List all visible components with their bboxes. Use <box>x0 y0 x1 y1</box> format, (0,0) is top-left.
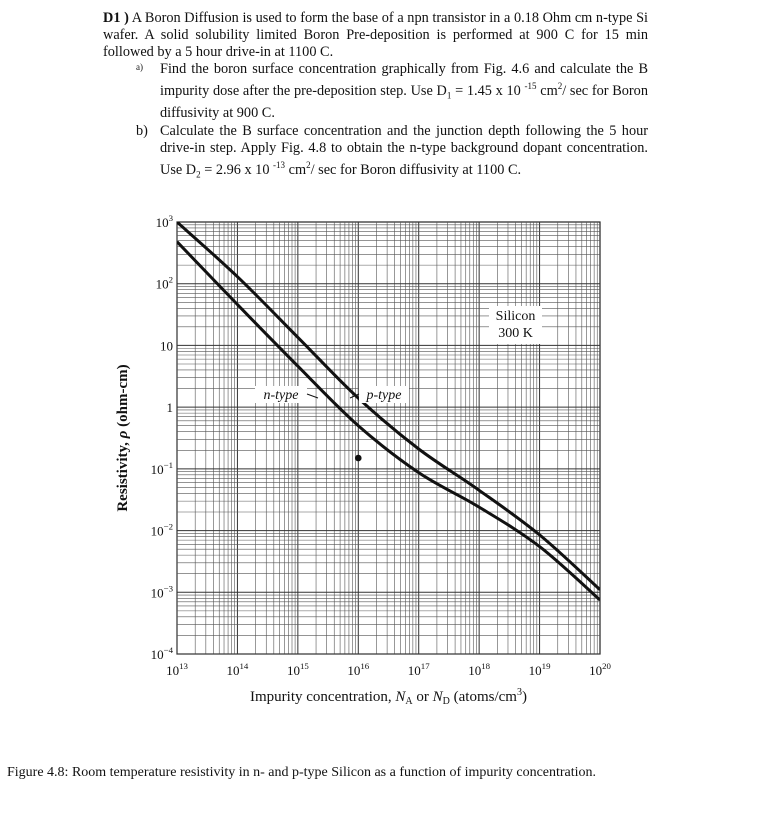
silicon-annotation <box>489 306 542 344</box>
part-a-units: cm <box>536 82 558 99</box>
part-a-text: Find the boron surface concentration graphically from Fig. 4.6 and calculate the B impurity dose after the pre-deposition step. Use D <box>160 61 648 99</box>
svg-text:Silicon: Silicon <box>495 309 536 324</box>
chart-grid <box>177 222 600 654</box>
y-tick-label: $10^2$ <box>155 274 173 292</box>
part-a-value: = 1.45 x 10 <box>451 82 525 99</box>
x-tick-label: $10^{14}$ <box>226 661 249 678</box>
part-b-exp: -13 <box>273 159 286 170</box>
part-a-units-exp: 2 <box>557 81 563 91</box>
part-a-label: a) <box>136 62 143 72</box>
x-tick-label: $10^{16}$ <box>347 661 370 678</box>
y-tick-label: $10^{-1}$ <box>150 459 173 477</box>
x-tick-label: $10^{17}$ <box>407 661 430 678</box>
y-tick-label: 1 <box>166 400 173 416</box>
x-tick-label: $10^{20}$ <box>589 661 611 678</box>
y-tick-label: $10^{-4}$ <box>150 645 173 662</box>
part-b-units-exp: 2 <box>306 159 311 170</box>
svg-text:n-type: n-type <box>263 388 299 403</box>
part-b-units: cm <box>285 161 307 178</box>
x-tick-label: $10^{15}$ <box>286 661 309 678</box>
y-axis-label: Resistivity, ρ (ohm-cm) <box>115 364 131 512</box>
part-a-units-b: / sec for Boron diffusivity at 900 C. <box>160 82 648 121</box>
question-id: D1 ) <box>103 10 129 26</box>
x-tick-label: $10^{18}$ <box>468 661 491 678</box>
x-axis-label: Impurity concentration, $N_A$ or $N_D$ $(atoms/cm^3)$ <box>250 687 527 707</box>
y-tick-label: $10^{-2}$ <box>150 521 173 539</box>
svg-text:p-type: p-type <box>366 388 402 403</box>
intro-text: A Boron Diffusion is used to form the base of a npn transistor in a 0.18 Ohm cm n-type Si wafer. A solid solubility limited Boron Pre-deposition is performed at 900 C for 15 min followed by a 5 hour drive-in at 1100 C. <box>103 10 649 60</box>
p-type-annotation <box>359 386 409 403</box>
part-a-sub: 1 <box>446 90 452 101</box>
y-tick-label: 10 <box>160 338 173 354</box>
y-tick-label: $10^3$ <box>155 213 173 230</box>
x-tick-label: $10^{19}$ <box>528 661 551 678</box>
part-b-text: Calculate the B surface concentration and the junction depth following the 5 hour drive-in step. Apply Fig. 4.8 to obtain the n-type background dopant concentration. Use D <box>160 122 648 178</box>
part-b-value: = 2.96 x 10 <box>200 161 274 178</box>
part-b-sub: 2 <box>196 169 201 180</box>
y-tick-label: $10^{-3}$ <box>150 583 173 601</box>
figure-caption: Figure 4.8: Room temperature resistivity in n- and p-type Silicon as a function of impurity concentration. <box>7 765 597 780</box>
part-b-label: b) <box>136 122 148 139</box>
part-b-units-b: / sec for Boron diffusivity at 1100 C. <box>310 161 522 178</box>
n-type-annotation <box>255 386 307 403</box>
x-tick-label: $10^{13}$ <box>166 661 188 678</box>
data-point-marker <box>355 455 362 462</box>
svg-text:300 K: 300 K <box>498 326 533 341</box>
part-a-exp: -15 <box>524 81 537 91</box>
